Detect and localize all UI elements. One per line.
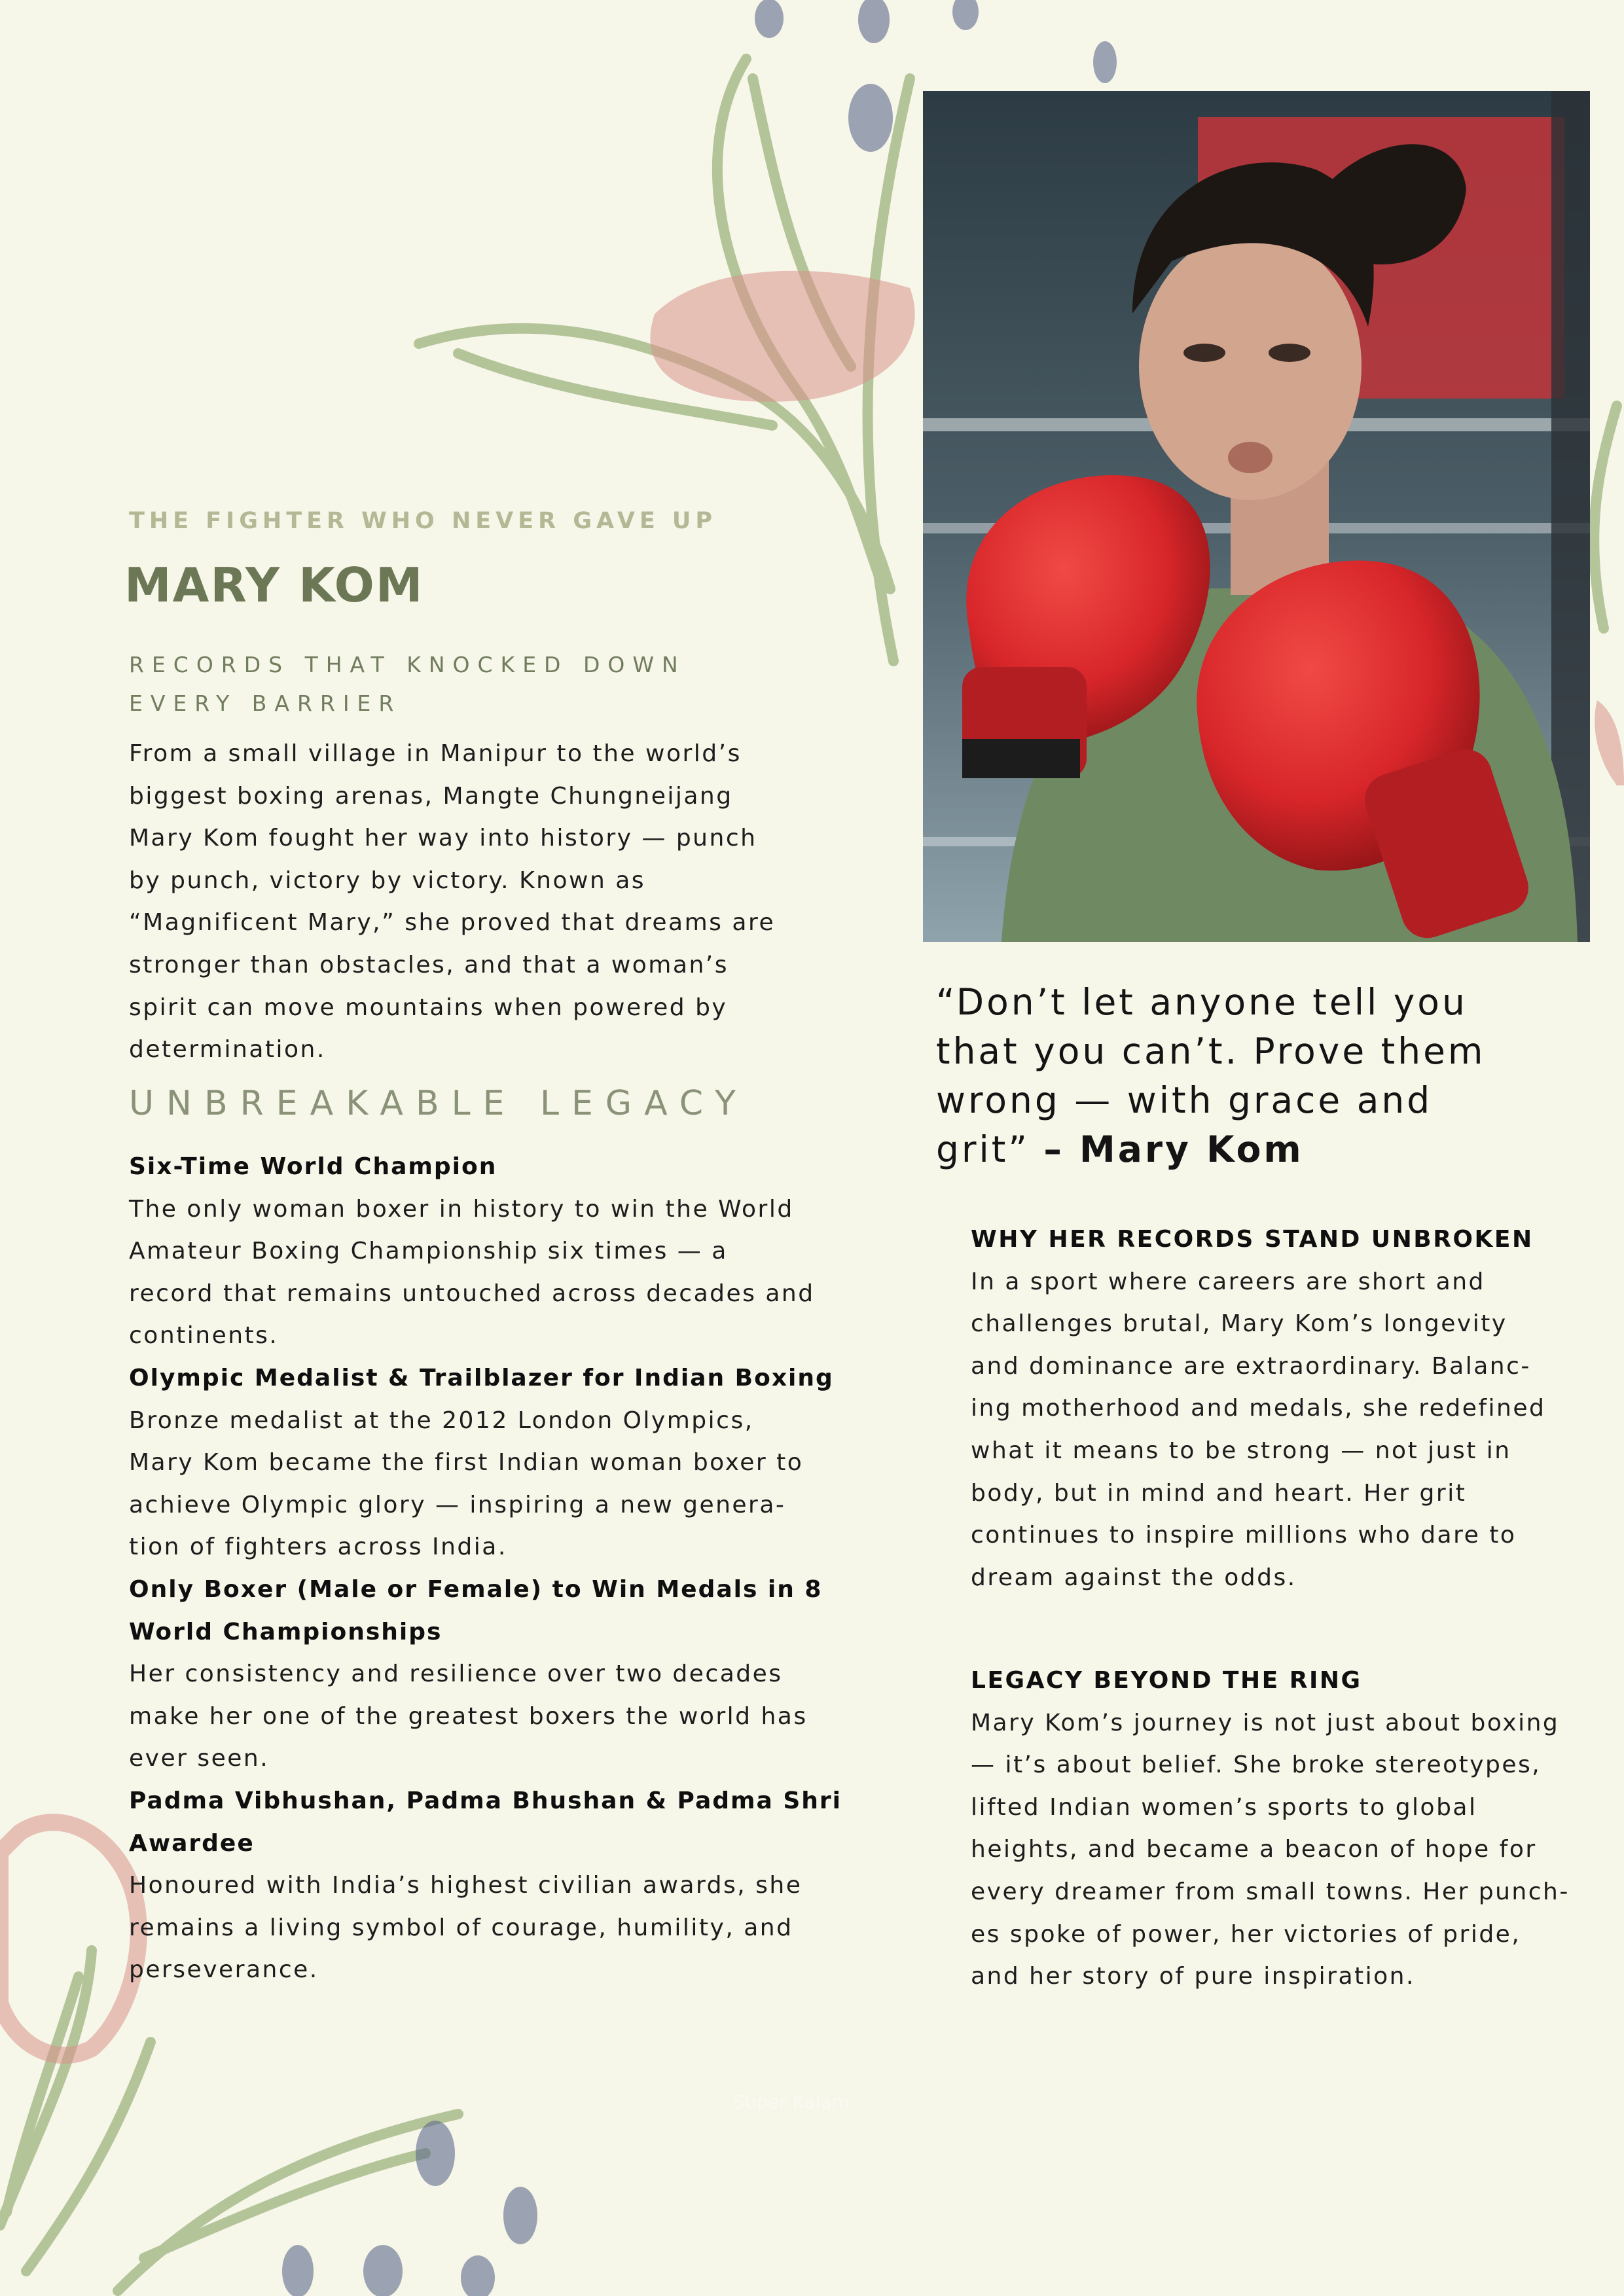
why-line: continues to inspire millions who dare to	[971, 1522, 1517, 1549]
subhead-line: RECORDS THAT KNOCKED DOWN	[129, 652, 686, 677]
record-title: World Championships	[129, 1618, 442, 1645]
why-line: body, but in mind and heart. Her grit	[971, 1479, 1467, 1507]
record-desc-line: record that remains untouched across decades and	[129, 1280, 815, 1307]
record-desc-line: Mary Kom became the first Indian woman boxer to	[129, 1449, 804, 1477]
record-title: Six-Time World Champion	[129, 1153, 497, 1180]
record-desc-line: Her consistency and resilience over two decades	[129, 1660, 783, 1688]
beyond-line: every dreamer from small towns. Her punch-	[971, 1878, 1570, 1905]
pull-quote	[936, 978, 1604, 1174]
record-desc-line: achieve Olympic glory — inspiring a new genera-	[129, 1491, 786, 1518]
record-desc-line: remains a living symbol of courage, humility, and	[129, 1914, 793, 1941]
quote-text: grit”	[936, 1128, 1044, 1170]
why-line: ing motherhood and medals, she redefined	[971, 1395, 1546, 1422]
record-title: Awardee	[129, 1829, 255, 1857]
boxer-photo	[923, 91, 1590, 942]
record-title: Padma Vibhushan, Padma Bhushan & Padma Shri	[129, 1787, 842, 1814]
beyond-section	[971, 1660, 1606, 1998]
intro-line: biggest boxing arenas, Mangte Chungneijang	[129, 782, 733, 810]
beyond-line: Mary Kom’s journey is not just about boxing	[971, 1709, 1560, 1736]
quote-line: that you can’t. Prove them	[936, 1030, 1486, 1072]
subhead-line: EVERY BARRIER	[129, 691, 402, 716]
record-item	[129, 1146, 901, 1357]
quote-attribution: – Mary Kom	[1043, 1128, 1304, 1170]
boxer-illustration	[923, 91, 1590, 942]
record-desc-line: perseverance.	[129, 1956, 319, 1984]
intro-line: Mary Kom fought her way into history — punch	[129, 825, 757, 852]
record-desc-line: Honoured with India’s highest civilian awards, she	[129, 1872, 803, 1899]
why-line: what it means to be strong — not just in	[971, 1437, 1511, 1464]
intro-line: “Magnificent Mary,” she proved that dreams are	[129, 909, 776, 937]
quote-line	[936, 1125, 1604, 1174]
record-desc-line: Amateur Boxing Championship six times — a	[129, 1238, 728, 1265]
beyond-line: heights, and became a beacon of hope for	[971, 1836, 1537, 1863]
why-line: In a sport where careers are short and	[971, 1268, 1485, 1295]
intro-line: stronger than obstacles, and that a woman’s	[129, 951, 729, 978]
why-title: WHY HER RECORDS STAND UNBROKEN	[971, 1226, 1534, 1253]
record-title: Only Boxer (Male or Female) to Win Medals in 8	[129, 1575, 823, 1603]
beyond-line: and her story of pure inspiration.	[971, 1963, 1415, 1990]
record-title: Olympic Medalist & Trailblazer for Indian Boxing	[129, 1364, 834, 1391]
record-desc-line: The only woman boxer in history to win the World	[129, 1195, 794, 1223]
page-kicker: THE FIGHTER WHO NEVER GAVE UP	[129, 508, 717, 534]
section-subhead	[129, 645, 784, 723]
beyond-line: lifted Indian women’s sports to global	[971, 1793, 1477, 1821]
record-desc-line: make her one of the greatest boxers the world has	[129, 1702, 808, 1730]
intro-line: From a small village in Manipur to the world’s	[129, 740, 742, 767]
page-title: MARY KOM	[124, 558, 424, 613]
intro-line: determination.	[129, 1036, 326, 1064]
beyond-line: — it’s about belief. She broke stereotypes,	[971, 1751, 1542, 1779]
beyond-title: LEGACY BEYOND THE RING	[971, 1667, 1362, 1694]
records-list	[129, 1146, 901, 1992]
why-line: dream against the odds.	[971, 1564, 1297, 1591]
record-desc-line: tion of fighters across India.	[129, 1534, 507, 1561]
intro-line: spirit can move mountains when powered by	[129, 994, 728, 1021]
why-line: and dominance are extraordinary. Balanc-	[971, 1352, 1531, 1380]
record-item	[129, 1780, 901, 1992]
quote-line: “Don’t let anyone tell you	[936, 981, 1468, 1023]
record-desc-line: continents.	[129, 1322, 279, 1350]
intro-paragraph	[129, 733, 882, 1071]
intro-line: by punch, victory by victory. Known as	[129, 867, 646, 894]
why-line: challenges brutal, Mary Kom’s longevity	[971, 1310, 1507, 1338]
quote-line: wrong — with grace and	[936, 1079, 1433, 1121]
record-item	[129, 1569, 901, 1780]
legacy-heading: UNBREAKABLE LEGACY	[129, 1084, 748, 1123]
why-section	[971, 1219, 1606, 1599]
record-desc-line: ever seen.	[129, 1745, 270, 1772]
record-item	[129, 1357, 901, 1569]
record-desc-line: Bronze medalist at the 2012 London Olympics,	[129, 1407, 754, 1434]
beyond-line: es spoke of power, her victories of pride,	[971, 1920, 1521, 1948]
watermark: Super Kalam	[733, 2091, 850, 2113]
